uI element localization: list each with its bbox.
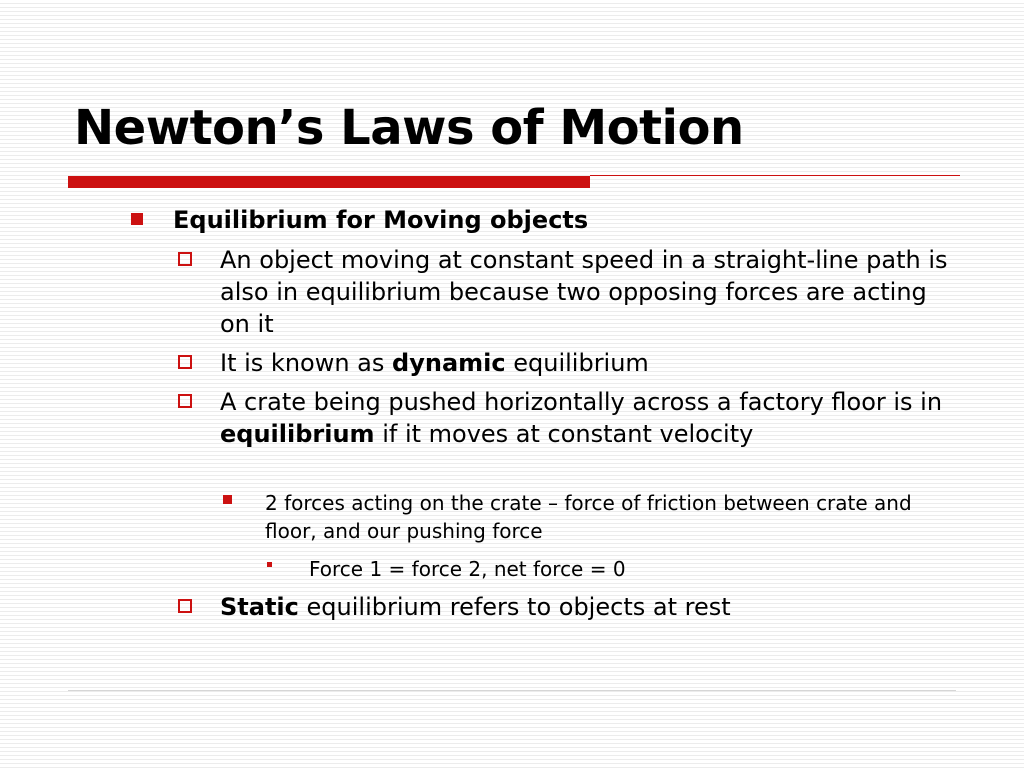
hollow-square-bullet-icon [178,599,192,613]
small-square-bullet-icon [267,562,272,567]
bullet-text [220,386,958,450]
sub-bullet-dynamic-equilibrium [178,347,958,379]
sub-bullet-constant-speed [178,244,958,340]
sub-bullet-static-equilibrium [178,591,958,623]
title-underline-line [590,175,960,176]
bullet-text-bold: equilibrium [220,420,375,448]
title-underline-bar [68,176,590,188]
bullet-text-part: equilibrium [505,349,649,377]
bullet-text-part: equilibrium refers to objects at rest [298,593,731,621]
bullet-text: Force 1 = force 2, net force = 0 [309,557,626,581]
bullet-text-bold: Static [220,593,299,621]
bullet-text-part: if it moves at constant velocity [374,420,754,448]
slide-title: Newton’s Laws of Motion [74,100,744,156]
sub-bullet-crate-pushed [178,386,958,450]
bullet-text: Equilibrium for Moving objects [173,206,589,234]
bullet-text: An object moving at constant speed in a straight-line path is also in equilibrium because two opposing forces are acting on it [220,246,948,338]
hollow-square-bullet-icon [178,355,192,369]
bullet-text-part: It is known as [220,349,393,377]
bullet-text-part: A crate being pushed horizontally across a factory floor is in [220,388,943,416]
bullet-text-bold: dynamic [392,349,506,377]
square-bullet-icon [223,495,232,504]
hollow-square-bullet-icon [178,394,192,408]
bullet-text [220,591,958,623]
bullet-text [220,347,958,379]
square-bullet-icon [131,213,143,225]
level4-bullet-net-force [267,555,947,583]
bullet-equilibrium-moving-objects [131,205,981,235]
sub-sub-bullet-two-forces [223,489,943,545]
footer-divider [68,690,956,691]
bullet-text: 2 forces acting on the crate – force of friction between crate and floor, and our pushing force [265,491,912,543]
hollow-square-bullet-icon [178,252,192,266]
